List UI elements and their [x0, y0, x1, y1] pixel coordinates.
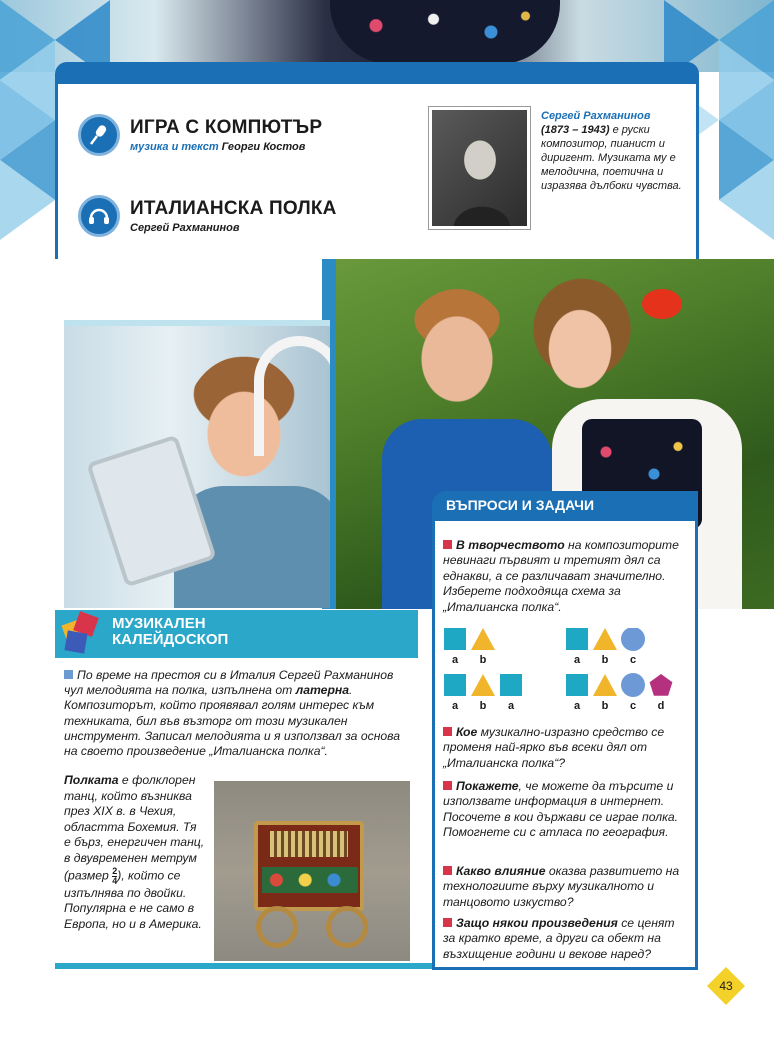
kaleidoscope-title-line1: МУЗИКАЛЕН: [112, 615, 206, 632]
song-title: ИТАЛИАНСКА ПОЛКА: [130, 198, 337, 219]
question-lead: Кое: [456, 725, 478, 739]
song-entry-2: [78, 195, 337, 237]
question-lead: Покажете: [456, 779, 519, 793]
question-lead: В творчеството: [456, 538, 565, 552]
kaleidoscope-header: [55, 610, 418, 658]
scheme-square: [444, 628, 466, 650]
question-2: [443, 725, 688, 771]
question-text: музикално-изразно средство се променя най-ярко във всеки дял от „Италианска полка“?: [443, 725, 665, 770]
scheme-label: b: [479, 654, 487, 666]
barrel-organ-photo: [214, 781, 410, 961]
embroidered-costume: [330, 0, 560, 64]
bullet-square: [443, 781, 452, 790]
question-3: [443, 779, 688, 841]
kaleidoscope-icon: [58, 608, 108, 658]
scheme-triangle: [471, 628, 495, 650]
scheme-label: c: [629, 700, 637, 712]
questions-title: ВЪПРОСИ И ЗАДАЧИ: [446, 497, 595, 513]
page-number: 43: [719, 979, 733, 993]
bullet-square: [443, 866, 452, 875]
para-text: . Композиторът, който проявявал голям интерес към техниката, бил във възторг от този музикален инструмент. Записал мелодията и я използвал за основа на своето произведение „Италианска полка“.: [64, 683, 401, 759]
scheme-label: c: [629, 654, 637, 666]
question-text: оказва развитието на технологиите върху музикалното и танцовото изкуство?: [443, 864, 680, 909]
question-5: [443, 916, 688, 962]
scheme-triangle: [593, 674, 617, 696]
section-header-bar: [55, 62, 699, 86]
scheme-label: d: [657, 700, 665, 712]
scheme-label: a: [507, 700, 515, 712]
scheme-circle: [621, 673, 645, 697]
scheme-pentagon: [650, 674, 673, 696]
credit-name: Сергей Рахманинов: [130, 222, 240, 234]
form-schemes: [444, 628, 684, 718]
composer-name: Сергей Рахманинов: [541, 110, 651, 122]
scheme-triangle: [471, 674, 495, 696]
composer-years: (1873 – 1943): [541, 124, 610, 136]
scheme-label: a: [451, 700, 459, 712]
bullet-square: [443, 540, 452, 549]
kaleidoscope-paragraph: [64, 668, 412, 759]
meter-bottom: 4: [112, 875, 118, 886]
scheme-triangle: [593, 628, 617, 650]
kaleidoscope-title-line2: КАЛЕЙДОСКОП: [112, 631, 229, 648]
credit-label: музика и текст: [130, 141, 219, 153]
song-entry-1: [78, 114, 322, 156]
song-credit: [130, 141, 322, 153]
boy-with-headphones-photo: [64, 320, 330, 608]
scheme-circle: [621, 628, 645, 651]
scheme-label: b: [601, 654, 609, 666]
scheme-label: a: [573, 654, 581, 666]
credit-name: Георги Костов: [221, 141, 306, 153]
scheme-square: [444, 674, 466, 696]
question-text: на композиторите невинаги първият и третият дял са еднакви, а се различават значително. Изберете подходяща схема за „Италианска полка“.: [443, 538, 679, 614]
composer-description: е руски композитор, пианист и диригент. Музиката му е мелодична, поетична и изразява дълбоки чувства.: [541, 124, 682, 192]
page-number-badge: [706, 966, 746, 1006]
bullet-square: [443, 918, 452, 927]
question-1: [443, 538, 688, 615]
kaleidoscope-title: [112, 616, 228, 648]
polka-text: е фолклорен танц, който възниква през XIX в. в Чехия, областта Бохемия. Тя е бърз, енергичен танц, в двувременен метрум (размер: [64, 773, 205, 883]
scheme-label: a: [451, 654, 459, 666]
para-text: По време на престоя си в Италия Сергей Рахманинов чул мелодията на полка, изпълнена от: [64, 668, 394, 698]
polka-paragraph: [64, 773, 206, 932]
question-text: се ценят за кратко време, а други са обект на възхищение години и векове наред?: [443, 916, 675, 961]
scheme-square: [566, 628, 588, 650]
polka-term: Полката: [64, 773, 119, 787]
scheme-square: [500, 674, 522, 696]
headphones-icon: [78, 195, 120, 237]
microphone-icon: [78, 114, 120, 156]
polka-text: ), който се изпълнява по двойки. Популярна е не само в Европа, но и в Америка.: [64, 868, 202, 931]
question-text: , че можете да търсите и използвате информация в интернет. Посочете в кои държави се играе полка. Помогнете си с атласа по география.: [443, 779, 679, 840]
question-lead: Какво влияние: [456, 864, 546, 878]
scheme-label: b: [479, 700, 487, 712]
question-lead: Защо някои произведения: [456, 916, 618, 930]
scheme-label: b: [601, 700, 609, 712]
question-4: [443, 864, 688, 910]
scheme-square: [566, 674, 588, 696]
composer-bio: [541, 109, 693, 193]
bullet-square: [64, 670, 73, 679]
song-title: ИГРА С КОМПЮТЪР: [130, 117, 323, 138]
scheme-label: a: [573, 700, 581, 712]
para-bold: латерна: [295, 683, 350, 698]
song-credit: [130, 222, 337, 234]
composer-portrait: [429, 107, 530, 229]
bullet-square: [443, 727, 452, 736]
meter-top: 2: [112, 865, 118, 876]
